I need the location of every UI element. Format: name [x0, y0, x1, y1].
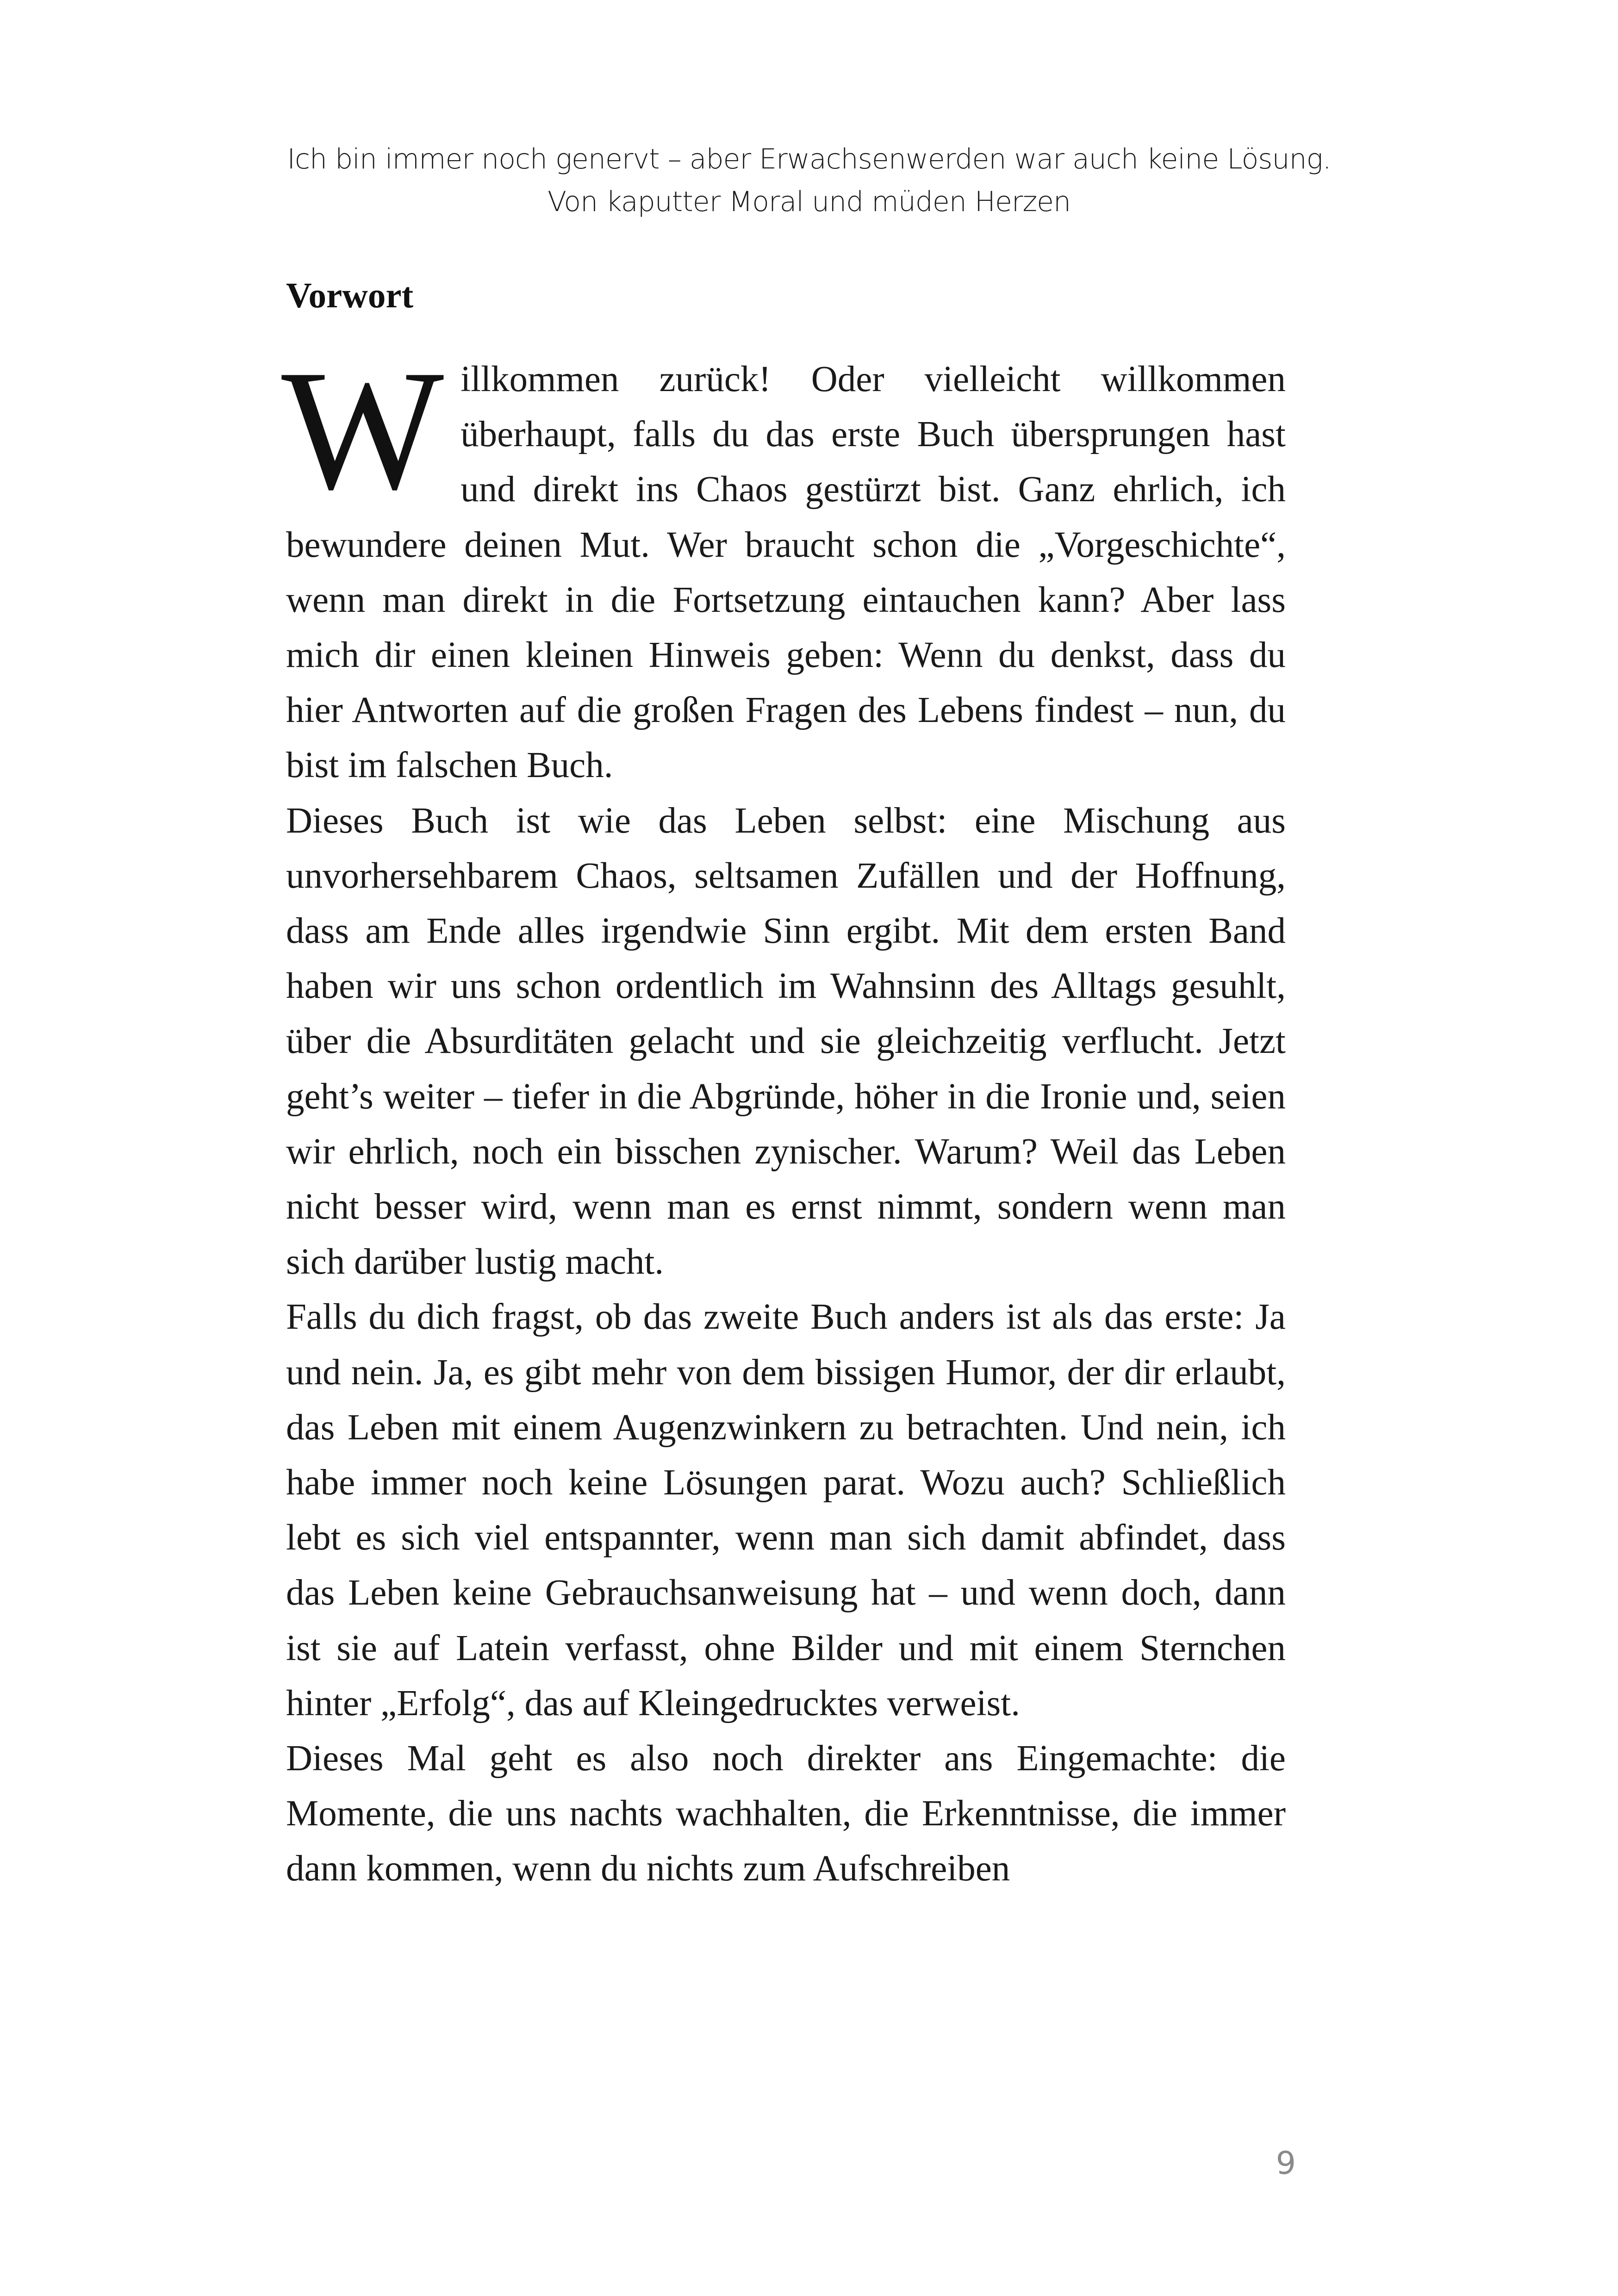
running-header — [0, 138, 1618, 223]
running-header-title: Ich bin immer noch genervt – aber Erwachsenwerden war auch keine Lösung. — [287, 143, 1331, 175]
page-number: 9 — [1276, 2145, 1296, 2182]
paragraph-3: Falls du dich fragst, ob das zweite Buch anders ist als das erste: Ja und nein. Ja, es gibt mehr von dem bissigen Humor, der dir erlaubt, das Leben mit einem Augenzwinkern zu betrachten. Und nein, ich habe immer noch keine Lösungen parat. Wozu auch? Schließlich lebt es sich viel entspannter, wenn man sich damit abfindet, dass das Leben keine Gebrauchsanweisung hat – und wenn doch, dann ist sie auf Latein verfasst, ohne Bilder und mit einem Sternchen hinter „Erfolg“, das auf Kleingedrucktes verweist. — [286, 1297, 1286, 1724]
paragraph-1-text: illkommen zurück! Oder vielleicht willkommen überhaupt, falls du das erste Buch übersprungen hast und direkt ins Chaos gestürzt bist. Ganz ehrlich, ich bewundere deinen Mut. Wer braucht schon die „Vorgeschichte“, wenn man direkt in die Fortsetzung eintauchen kann? Aber lass mich dir einen kleinen Hinweis geben: Wenn du denkst, dass du hier Antworten auf die großen Fragen des Lebens findest – nun, du bist im falschen Buch. — [286, 359, 1286, 786]
drop-cap: W — [281, 335, 444, 525]
body-text — [281, 335, 1286, 1897]
paragraph-1 — [281, 335, 1286, 793]
paragraph-2: Dieses Buch ist wie das Leben selbst: eine Mischung aus unvorhersehbarem Chaos, seltsamen Zufällen und der Hoffnung, dass am Ende alles irgendwie Sinn ergibt. Mit dem ersten Band haben wir uns schon ordentlich im Wahnsinn des Alltags gesuhlt, über die Absurditäten gelacht und sie gleichzeitig verflucht. Jetzt geht’s weiter – tiefer in die Abgründe, höher in die Ironie und, seien wir ehrlich, noch ein bisschen zynischer. Warum? Weil das Leben nicht besser wird, wenn man es ernst nimmt, sondern wenn man sich darüber lustig macht. — [286, 800, 1286, 1282]
paragraph-4: Dieses Mal geht es also noch direkter ans Eingemachte: die Momente, die uns nachts wachhalten, die Erkenntnisse, die immer dann kommen, wenn du nichts zum Aufschreiben — [286, 1738, 1286, 1889]
chapter-heading: Vorwort — [286, 275, 414, 315]
running-header-subtitle: Von kaputter Moral und müden Herzen — [547, 186, 1071, 218]
